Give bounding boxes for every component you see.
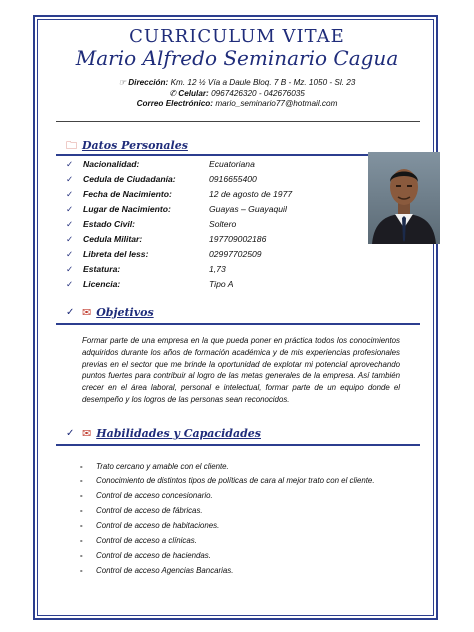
phone-line <box>0 88 474 98</box>
checkmark-icon: ✓ <box>66 428 75 439</box>
checkmark-icon: ✓ <box>66 234 74 244</box>
objectives-divider <box>56 323 420 325</box>
section-title-personal: 🗀 Datos Personales <box>66 137 188 156</box>
person-name: Mario Alfredo Seminario Cagua <box>75 46 399 70</box>
email-line <box>0 99 474 108</box>
email-value: mario_seminario77@hotmail.com <box>215 99 338 108</box>
profile-photo <box>368 152 440 244</box>
hand-pointing-icon: ☞ <box>118 78 126 87</box>
checkmark-icon: ✓ <box>66 264 74 274</box>
header-divider <box>56 121 420 122</box>
checkmark-icon: ✓ <box>66 189 74 199</box>
phone-icon: ✆ <box>169 89 177 98</box>
objectives-text: Formar parte de una empresa en la que pueda poner en práctica todos los conocimientos adquiridos durante los años de formación académica y de mis experiencias profesionales previas en el sector que me brinde la oportunidad de explotar mi potencial aprovechando puntos fuertes para contribuir al logro de las metas generales de la empresa. Así también crecer en el área laboral, personal e intelectual, formar parte de un equipo donde el desempeño y los logros de las personas sean reconocidos. <box>82 336 400 404</box>
checkmark-icon: ✓ <box>66 219 74 229</box>
email-label: Correo Electrónico: <box>136 99 214 108</box>
mailbox-icon: ✉ <box>82 306 92 319</box>
mailbox-icon: ✉ <box>82 427 92 440</box>
address-label: Dirección: <box>128 78 169 87</box>
checkmark-icon: ✓ <box>66 249 74 259</box>
checkmark-icon: ✓ <box>66 279 74 289</box>
checkmark-icon: ✓ <box>66 307 75 318</box>
folder-icon: 🗀 <box>66 139 77 152</box>
checkmark-icon: ✓ <box>66 204 74 214</box>
address-line <box>0 77 474 87</box>
document-title: CURRICULUM VITAE <box>129 26 345 47</box>
address-value: Km. 12 ½ Vía a Daule Bloq. 7 B - Mz. 1050 - Sl. 23 <box>170 78 356 87</box>
section-title-skills: ✉ Habilidades y Capacidades <box>82 427 261 440</box>
personal-divider <box>56 154 420 156</box>
skills-divider <box>56 444 420 446</box>
checkmark-icon: ✓ <box>66 159 74 169</box>
phone-label: Celular: <box>178 89 209 98</box>
section-title-objectives: ✉ Objetivos <box>82 306 154 319</box>
phone-value: 0967426320 - 042676035 <box>211 89 305 98</box>
checkmark-icon: ✓ <box>66 174 74 184</box>
